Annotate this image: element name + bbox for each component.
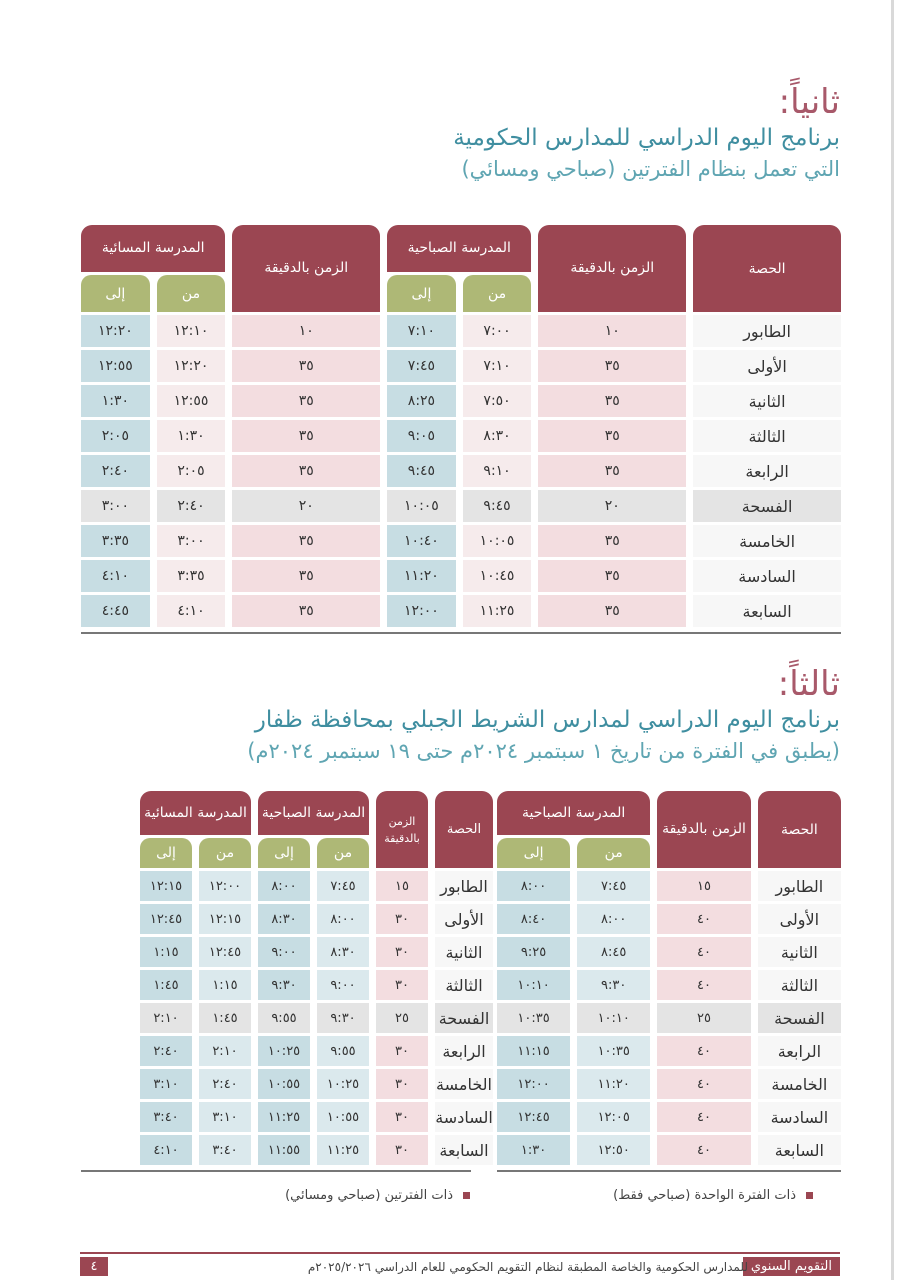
table-row [81,350,841,382]
evening-duration: ٣٥ [232,455,380,487]
evening-from: ١٢:١٥ [199,904,251,934]
duration: ٣٠ [376,937,428,967]
morning-to: ١٠:٠٥ [387,490,456,522]
table-row [497,1003,841,1033]
period-name: الخامسة [435,1069,493,1099]
table-3-bottom-rule [81,1170,471,1172]
duration: ٢٥ [376,1003,428,1033]
duration: ٤٠ [657,1036,750,1066]
morning-duration: ٣٥ [538,595,686,627]
table-row [81,1069,493,1099]
morning-from: ١٠:٤٥ [463,560,532,592]
morning-from: ٨:٠٠ [577,904,650,934]
morning-to: ٩:٠٠ [258,937,310,967]
duration: ٣٠ [376,970,428,1000]
evening-from: ٣:٠٠ [157,525,226,557]
evening-from: ٣:١٠ [199,1102,251,1132]
morning-duration: ١٠ [538,315,686,347]
morning-from: ٧:٤٥ [577,871,650,901]
table-row [81,490,841,522]
period-name: الخامسة [758,1069,841,1099]
period-name: الطابور [693,315,841,347]
period-name: السابعة [758,1135,841,1165]
morning-to: ٩:٤٥ [387,455,456,487]
evening-to: ٤:١٠ [140,1135,192,1165]
header-morning-school: المدرسة الصباحية [258,791,369,835]
table-row [81,420,841,452]
evening-from: ١٢:٢٠ [157,350,226,382]
table-row [81,455,841,487]
evening-to: ٣:٣٥ [81,525,150,557]
duration: ٤٠ [657,1135,750,1165]
table-row [497,904,841,934]
morning-from: ١٠:٣٥ [577,1036,650,1066]
table-1-bottom-rule [81,632,841,634]
evening-duration: ٣٥ [232,560,380,592]
morning-duration: ٣٥ [538,385,686,417]
morning-to: ١١:٢٥ [258,1102,310,1132]
morning-to: ١٠:٣٥ [497,1003,570,1033]
bullet-square-icon [463,1192,470,1199]
morning-from: ١٠:٠٥ [463,525,532,557]
header-evening-school: المدرسة المسائية [140,791,251,835]
morning-from: ١١:٢٥ [463,595,532,627]
morning-to: ٧:٤٥ [387,350,456,382]
morning-to: ٧:١٠ [387,315,456,347]
period-name: السادسة [435,1102,493,1132]
table-row [81,871,493,901]
evening-from: ٢:٤٠ [157,490,226,522]
duration: ٣٠ [376,1135,428,1165]
section-3-number: ثالثاً: [777,664,840,704]
table-row [81,560,841,592]
header-duration: الزمن بالدقيقة [376,791,428,868]
evening-from: ٢:٤٠ [199,1069,251,1099]
header-period: الحصة [435,791,493,868]
morning-to: ٩:٣٠ [258,970,310,1000]
header-morning-duration: الزمن بالدقيقة [538,225,686,312]
evening-from: ١٢:٥٥ [157,385,226,417]
period-name: الرابعة [435,1036,493,1066]
page-number: ٤ [80,1257,108,1276]
period-name: الرابعة [758,1036,841,1066]
period-name: السادسة [758,1102,841,1132]
section-3-title: برنامج اليوم الدراسي لمدارس الشريط الجبلي بمحافظة ظفار [254,707,840,733]
evening-from: ١:١٥ [199,970,251,1000]
morning-from: ٨:٤٥ [577,937,650,967]
table-row [81,315,841,347]
morning-to: ٨:٢٥ [387,385,456,417]
duration: ٣٠ [376,904,428,934]
duration: ٤٠ [657,1102,750,1132]
period-name: الطابور [758,871,841,901]
section-3-heading [58,664,840,766]
morning-from: ٨:٠٠ [317,904,369,934]
section-2-heading [58,82,840,184]
evening-to: ٤:٤٥ [81,595,150,627]
period-name: السادسة [693,560,841,592]
evening-to: ١٢:٤٥ [140,904,192,934]
section-2-number: ثانياً: [778,82,840,122]
evening-to: ٢:٤٠ [81,455,150,487]
double-shift-note: ذات الفترتين (صباحي ومسائي) [285,1188,470,1203]
evening-duration: ١٠ [232,315,380,347]
morning-to: ٩:٠٥ [387,420,456,452]
morning-to: ١٠:١٠ [497,970,570,1000]
header-evening-to: إلى [81,275,150,312]
evening-duration: ٣٥ [232,350,380,382]
evening-duration: ٣٥ [232,595,380,627]
footer [80,1252,840,1280]
header-morning-from: من [317,838,369,868]
duration: ١٥ [657,871,750,901]
header-evening-duration: الزمن بالدقيقة [232,225,380,312]
evening-to: ١:٣٠ [81,385,150,417]
header-evening-school: المدرسة المسائية [81,225,225,272]
morning-to: ١٠:٥٥ [258,1069,310,1099]
header-period: الحصة [758,791,841,868]
footer-title: التقويم السنوي [743,1257,840,1276]
morning-to: ١١:٢٠ [387,560,456,592]
single-shift-schedule-table [490,788,848,1168]
period-name: الأولى [693,350,841,382]
header-period: الحصة [693,225,841,312]
header-evening-to: إلى [140,838,192,868]
evening-duration: ٣٥ [232,525,380,557]
period-name: الثانية [758,937,841,967]
evening-to: ٢:١٠ [140,1003,192,1033]
table-row [81,937,493,967]
period-name: الثانية [693,385,841,417]
morning-duration: ٣٥ [538,560,686,592]
morning-to: ١١:٥٥ [258,1135,310,1165]
period-name: الثانية [435,937,493,967]
evening-duration: ٢٠ [232,490,380,522]
morning-from: ٩:٥٥ [317,1036,369,1066]
evening-from: ١:٣٠ [157,420,226,452]
header-from: من [577,838,650,868]
morning-from: ١٢:٥٠ [577,1135,650,1165]
period-name: الطابور [435,871,493,901]
period-name: الرابعة [693,455,841,487]
evening-from: ٣:٣٥ [157,560,226,592]
section-2-title: برنامج اليوم الدراسي للمدارس الحكومية [453,125,840,151]
period-name: الفسحة [693,490,841,522]
morning-from: ٩:١٠ [463,455,532,487]
morning-to: ٩:٥٥ [258,1003,310,1033]
duration: ٤٠ [657,1069,750,1099]
period-name: الفسحة [435,1003,493,1033]
period-name: الفسحة [758,1003,841,1033]
table-row [497,1135,841,1165]
period-name: السابعة [693,595,841,627]
header-duration: الزمن بالدقيقة [657,791,750,868]
table-row [497,970,841,1000]
section-3-subtitle: (يطبق في الفترة من تاريخ ١ سبتمبر ٢٠٢٤م حتى ١٩ سبتمبر ٢٠٢٤م) [247,739,840,763]
table-row [81,385,841,417]
morning-to: ١٠:٢٥ [258,1036,310,1066]
morning-to: ١:٣٠ [497,1135,570,1165]
evening-to: ١٢:٢٠ [81,315,150,347]
period-name: الأولى [435,904,493,934]
evening-to: ٢:٠٥ [81,420,150,452]
duration: ٤٠ [657,904,750,934]
evening-to: ٣:٤٠ [140,1102,192,1132]
morning-duration: ٣٥ [538,350,686,382]
table-row [81,1003,493,1033]
evening-from: ١:٤٥ [199,1003,251,1033]
duration: ٣٠ [376,1036,428,1066]
evening-to: ١:٤٥ [140,970,192,1000]
morning-duration: ٣٥ [538,525,686,557]
period-name: الثالثة [435,970,493,1000]
evening-from: ٤:١٠ [157,595,226,627]
table-row [81,1135,493,1165]
evening-to: ٢:٤٠ [140,1036,192,1066]
duration: ٤٠ [657,937,750,967]
evening-duration: ٣٥ [232,420,380,452]
table-row [497,937,841,967]
morning-from: ٩:٤٥ [463,490,532,522]
table-row [497,1036,841,1066]
evening-duration: ٣٥ [232,385,380,417]
morning-from: ٨:٣٠ [463,420,532,452]
morning-from: ١١:٢٥ [317,1135,369,1165]
morning-from: ٩:٣٠ [317,1003,369,1033]
morning-to: ١٢:٤٥ [497,1102,570,1132]
header-morning-school: المدرسة الصباحية [497,791,650,835]
morning-from: ١٠:٥٥ [317,1102,369,1132]
evening-from: ٢:١٠ [199,1036,251,1066]
duration: ٣٠ [376,1069,428,1099]
duration: ٢٥ [657,1003,750,1033]
table-row [497,1102,841,1132]
morning-duration: ٣٥ [538,420,686,452]
section-2-subtitle: التي تعمل بنظام الفترتين (صباحي ومسائي) [461,157,840,181]
morning-from: ٧:٥٠ [463,385,532,417]
evening-to: ١٢:١٥ [140,871,192,901]
table-row [81,1036,493,1066]
period-name: الثالثة [693,420,841,452]
morning-from: ٨:٣٠ [317,937,369,967]
table-row [81,904,493,934]
table-row [497,1069,841,1099]
table-2-bottom-rule [497,1170,841,1172]
period-name: الخامسة [693,525,841,557]
header-morning-school: المدرسة الصباحية [387,225,531,272]
mountain-double-shift-schedule-table [74,788,500,1168]
evening-from: ٣:٤٠ [199,1135,251,1165]
period-name: الثالثة [758,970,841,1000]
evening-from: ١٢:٠٠ [199,871,251,901]
morning-from: ١١:٢٠ [577,1069,650,1099]
morning-to: ١٢:٠٠ [387,595,456,627]
table-row [81,1102,493,1132]
footer-text: للمدارس الحكومية والخاصة المطبقة لنظام التقويم الحكومي للعام الدراسي ٢٠٢٥/٢٠٢٦م [307,1260,748,1274]
duration: ٤٠ [657,970,750,1000]
header-morning-to: إلى [258,838,310,868]
single-shift-note: ذات الفترة الواحدة (صباحي فقط) [613,1188,813,1203]
evening-from: ١٢:٤٥ [199,937,251,967]
morning-from: ٩:٣٠ [577,970,650,1000]
evening-to: ١:١٥ [140,937,192,967]
header-evening-from: من [199,838,251,868]
duration: ١٥ [376,871,428,901]
morning-duration: ٣٥ [538,455,686,487]
evening-from: ٢:٠٥ [157,455,226,487]
morning-from: ١٠:٢٥ [317,1069,369,1099]
table-row [497,871,841,901]
morning-to: ١٢:٠٠ [497,1069,570,1099]
morning-to: ٨:٣٠ [258,904,310,934]
header-morning-to: إلى [387,275,456,312]
table-row [81,595,841,627]
period-name: الأولى [758,904,841,934]
header-evening-from: من [157,275,226,312]
morning-from: ٧:٤٥ [317,871,369,901]
morning-from: ٧:١٠ [463,350,532,382]
morning-to: ٩:٢٥ [497,937,570,967]
morning-from: ١٢:٠٥ [577,1102,650,1132]
evening-to: ٣:١٠ [140,1069,192,1099]
morning-to: ١٠:٤٠ [387,525,456,557]
bullet-square-icon [806,1192,813,1199]
evening-to: ٣:٠٠ [81,490,150,522]
morning-from: ٩:٠٠ [317,970,369,1000]
morning-to: ٨:٤٠ [497,904,570,934]
table-row [81,525,841,557]
evening-from: ١٢:١٠ [157,315,226,347]
morning-from: ١٠:١٠ [577,1003,650,1033]
period-name: السابعة [435,1135,493,1165]
header-morning-from: من [463,275,532,312]
morning-to: ٨:٠٠ [497,871,570,901]
duration: ٣٠ [376,1102,428,1132]
evening-to: ١٢:٥٥ [81,350,150,382]
table-row [81,970,493,1000]
double-shift-schedule-table [74,222,848,630]
evening-to: ٤:١٠ [81,560,150,592]
morning-duration: ٢٠ [538,490,686,522]
header-to: إلى [497,838,570,868]
morning-from: ٧:٠٠ [463,315,532,347]
morning-to: ١١:١٥ [497,1036,570,1066]
morning-to: ٨:٠٠ [258,871,310,901]
